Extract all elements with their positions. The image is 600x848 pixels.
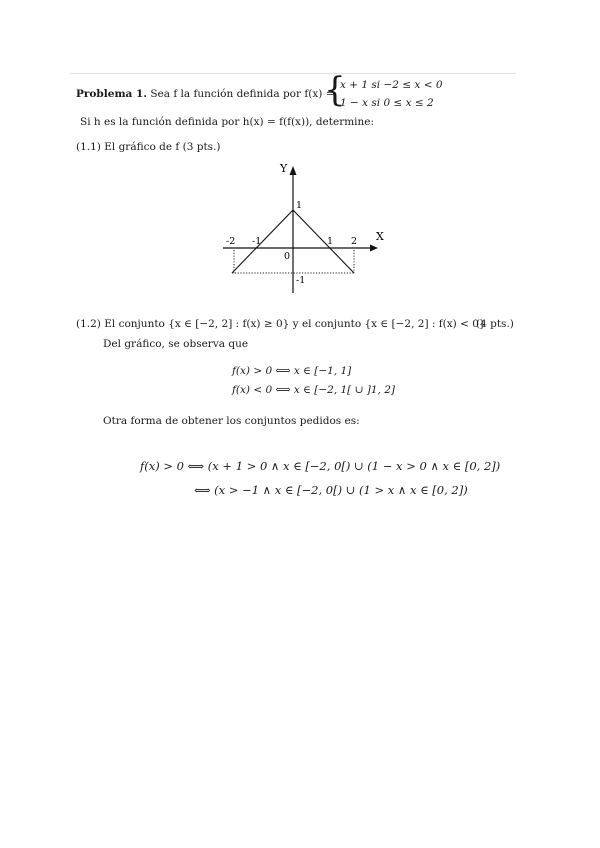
negative-set: f(x) < 0 ⟺ x ∈ [−2, 1[ ∪ ]1, 2] (232, 384, 395, 396)
tick-label-zero: 0 (284, 251, 291, 262)
equivalence-line-1: f(x) > 0 ⟺ (x + 1 > 0 ∧ x ∈ [−2, 0[) ∪ (1 − x > 0 ∧ x ∈ [0, 2]) (140, 459, 501, 473)
piecewise-case-2: 1 − x si 0 ≤ x ≤ 2 (340, 97, 434, 109)
part-1-1-label: (1.1) El gráfico de f (3 pts.) (76, 141, 221, 153)
x-axis-arrow (370, 245, 378, 252)
tick-label-y-neg1: -1 (296, 275, 306, 286)
positive-set: f(x) > 0 ⟺ x ∈ [−1, 1] (232, 365, 352, 377)
x-axis-label: X (376, 230, 384, 243)
segment-right (293, 210, 354, 273)
tick-label-y-one: 1 (296, 200, 303, 211)
y-axis-label: Y (280, 162, 288, 175)
h-definition: Si h es la función definida por h(x) = f(f(x)), determine: (80, 116, 375, 128)
tick-label-two: 2 (351, 236, 358, 247)
tick-label-one: 1 (327, 236, 334, 247)
problem-title: Problema 1. (76, 88, 147, 100)
equivalence-line-2: ⟺ (x > −1 ∧ x ∈ [−2, 0[) ∪ (1 > x ∧ x ∈ [0, 2]) (194, 483, 468, 497)
other-way-text: Otra forma de obtener los conjuntos pedidos es: (103, 415, 360, 427)
piecewise-brace: { (324, 70, 346, 110)
observation-text: Del gráfico, se observa que (103, 338, 249, 350)
problem-statement: Sea f la función definida por f(x) = (150, 88, 335, 100)
segment-left (232, 210, 293, 273)
tick-label-neg1: -1 (252, 236, 262, 247)
part-1-2-points: (4 pts.) (476, 318, 514, 330)
tick-label-neg2: -2 (226, 236, 236, 247)
y-axis-arrow (290, 166, 297, 175)
part-1-2-label: (1.2) El conjunto {x ∈ [−2, 2] : f(x) ≥ 0} y el conjunto {x ∈ [−2, 2] : f(x) < 0} (76, 318, 486, 330)
piecewise-case-1: x + 1 si −2 ≤ x < 0 (340, 79, 443, 91)
